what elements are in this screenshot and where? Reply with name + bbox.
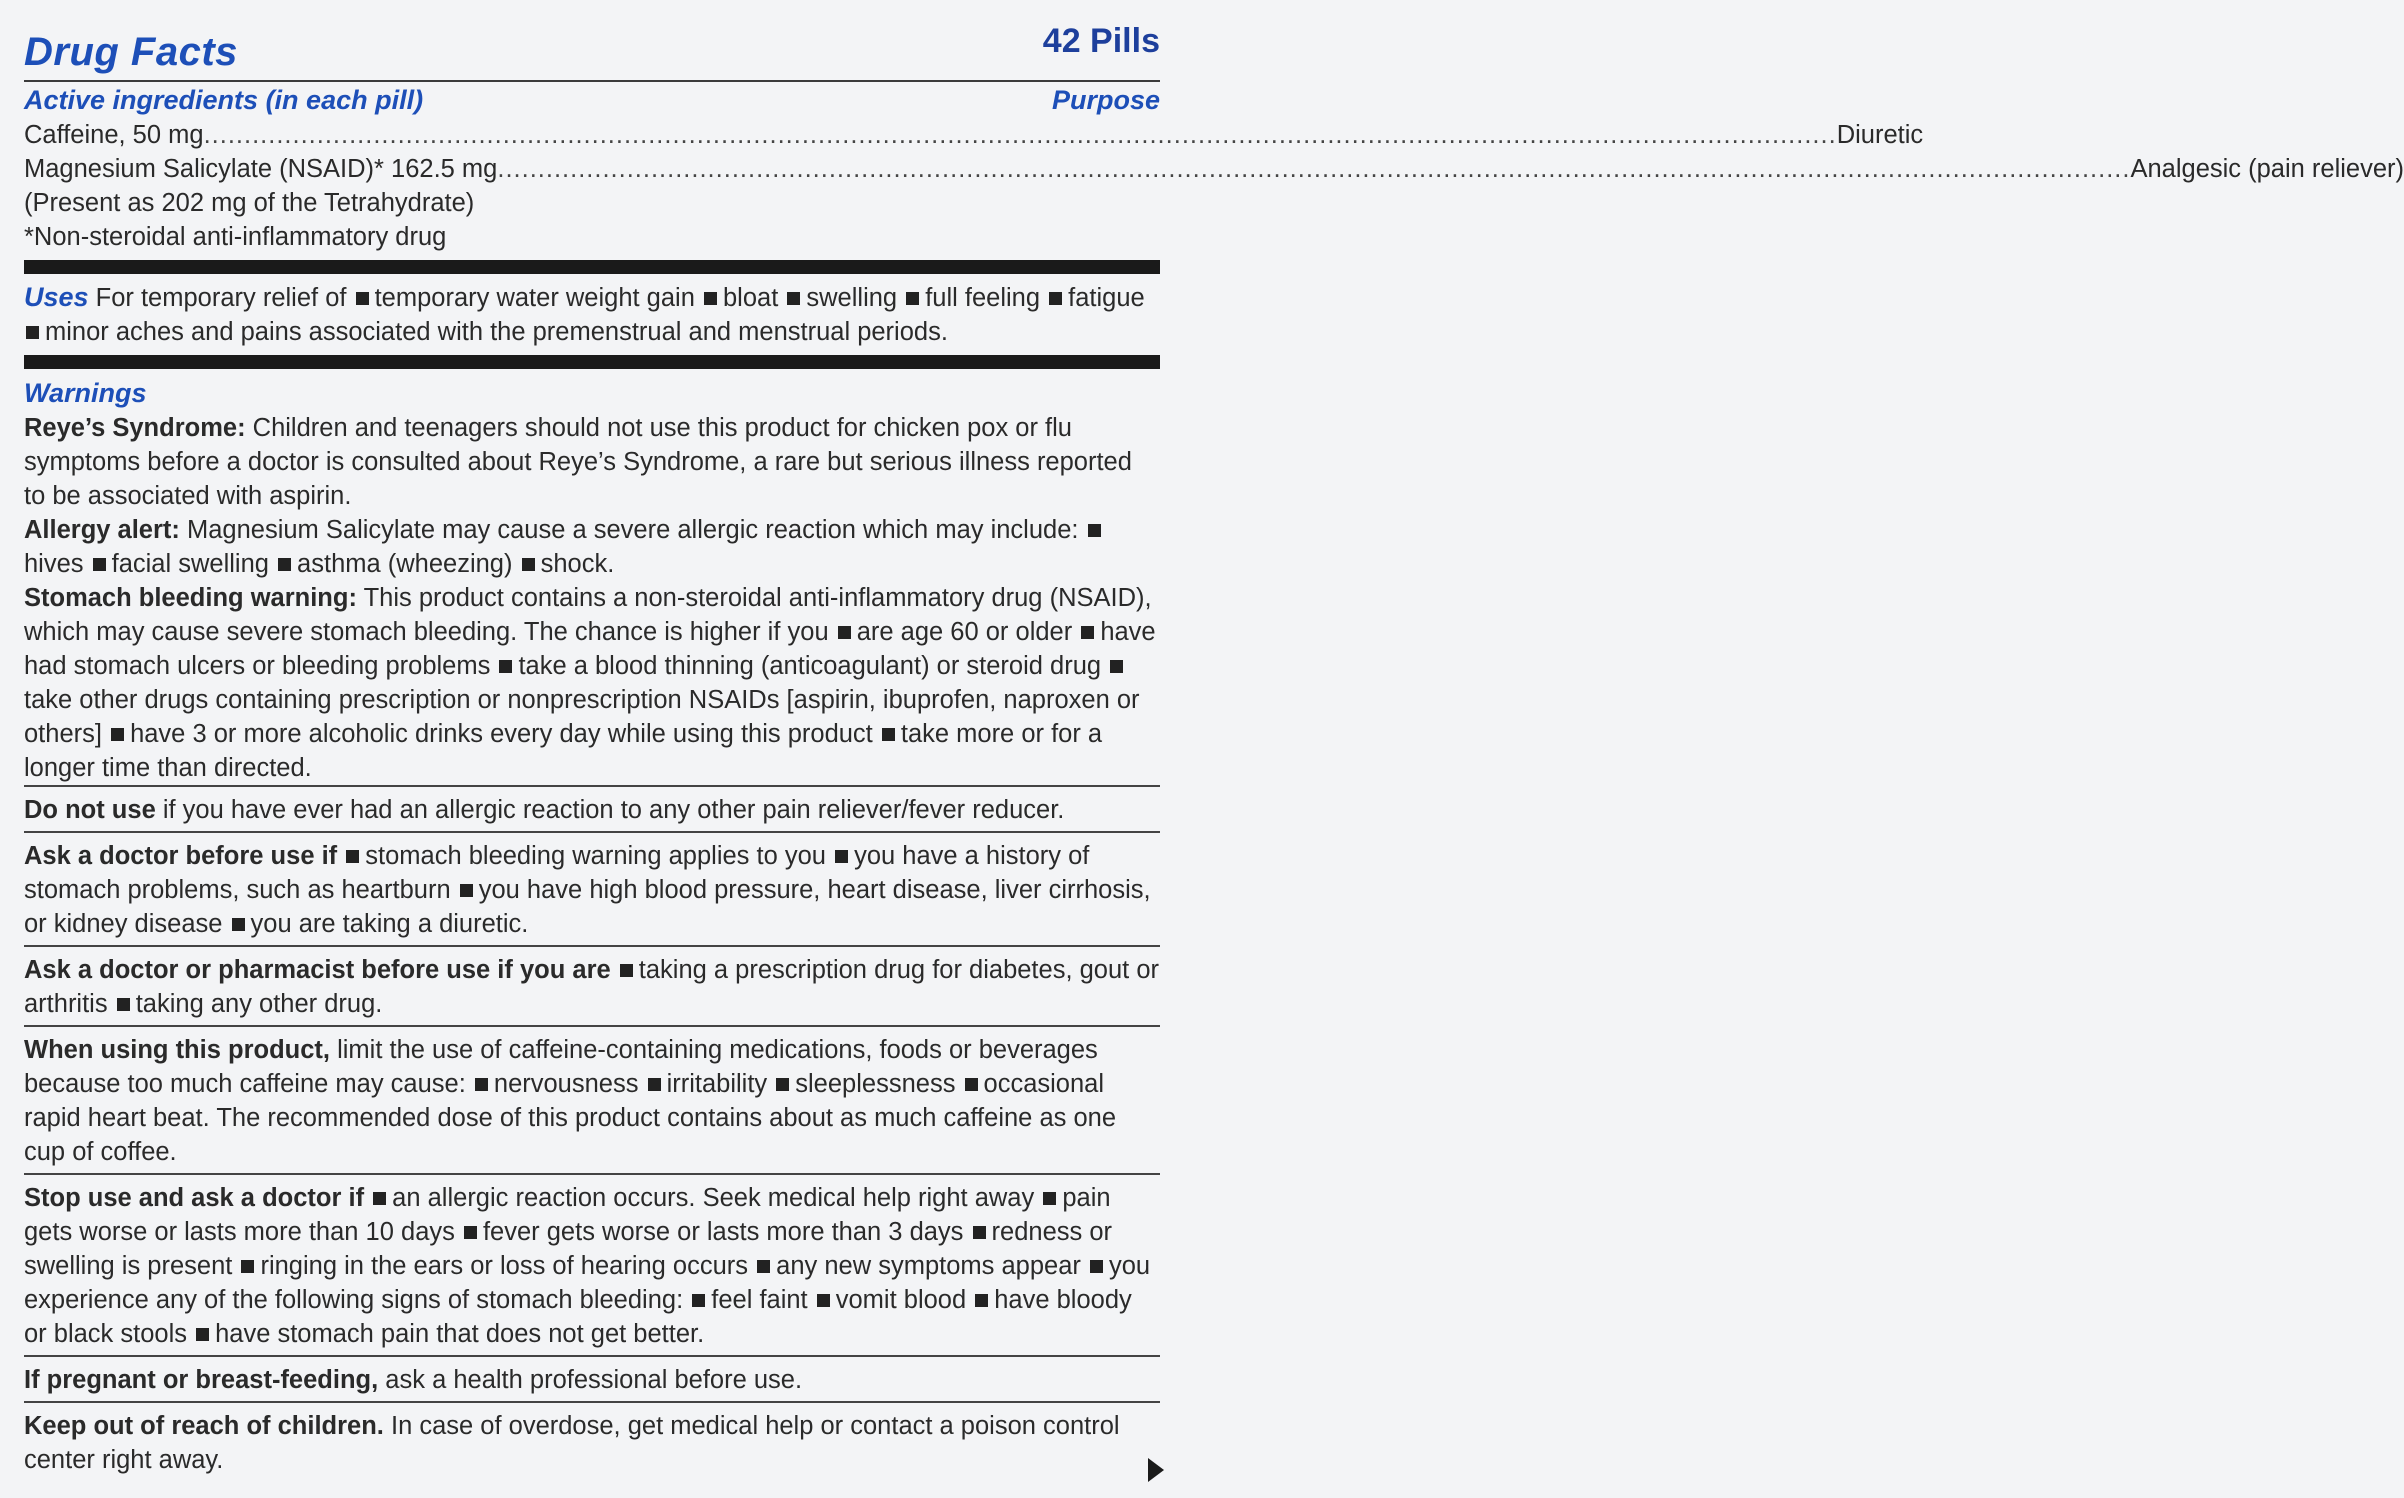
ask-pharmacist-section bbox=[24, 947, 1160, 1025]
allergy-item: asthma (wheezing) bbox=[297, 550, 513, 578]
bullet-icon bbox=[1081, 626, 1094, 639]
ask-pharmacist-item: taking a prescription drug for diabetes, gout or arthritis bbox=[24, 956, 1160, 1018]
ingredient-purpose: Diuretic bbox=[1836, 121, 1924, 149]
bullet-icon bbox=[975, 1294, 988, 1307]
divider bbox=[24, 260, 1160, 274]
ingredient-row bbox=[24, 118, 1924, 152]
when-using-section bbox=[24, 1027, 1160, 1173]
warnings-section bbox=[24, 375, 1160, 785]
when-using-item: irritability bbox=[666, 1070, 768, 1098]
bullet-icon bbox=[973, 1226, 986, 1239]
bullet-icon bbox=[346, 850, 359, 863]
purpose-heading: Purpose bbox=[1051, 84, 1160, 115]
ask-pharmacist-label: Ask a doctor or pharmacist before use if you are bbox=[24, 956, 611, 984]
stop-use-item: feel faint bbox=[711, 1286, 808, 1314]
bullet-icon bbox=[1049, 292, 1062, 305]
ingredient-note: (Present as 202 mg of the Tetrahydrate) bbox=[24, 189, 475, 217]
stop-use-item: you experience any of the following signs of stomach bleeding: bbox=[24, 1252, 1151, 1314]
keep-out-label: Keep out of reach of children. bbox=[24, 1412, 384, 1440]
allergy-alert bbox=[24, 513, 1160, 581]
when-using-label: When using this product, bbox=[24, 1036, 330, 1064]
stop-use-item: redness or swelling is present bbox=[24, 1218, 1113, 1280]
use-item: bloat bbox=[723, 284, 779, 312]
bullet-icon bbox=[906, 292, 919, 305]
stomach-label: Stomach bleeding warning: bbox=[24, 584, 357, 612]
bullet-icon bbox=[692, 1294, 705, 1307]
stomach-item: have 3 or more alcoholic drinks every day while using this product bbox=[130, 720, 873, 748]
nsaid-footnote: *Non-steroidal anti-inflammatory drug bbox=[24, 223, 447, 251]
uses-lead: For temporary relief of bbox=[95, 284, 347, 312]
allergy-label: Allergy alert: bbox=[24, 516, 180, 544]
stop-use-item: an allergic reaction occurs. Seek medical help right away bbox=[392, 1184, 1035, 1212]
warnings-heading: Warnings bbox=[24, 378, 147, 408]
bullet-icon bbox=[232, 918, 245, 931]
stomach-item: are age 60 or older bbox=[856, 618, 1073, 646]
drug-facts-panel bbox=[24, 18, 2404, 1480]
stop-use-item: any new symptoms appear bbox=[776, 1252, 1081, 1280]
bullet-icon bbox=[1043, 1192, 1056, 1205]
uses-heading: Uses bbox=[24, 282, 89, 312]
bullet-icon bbox=[278, 558, 291, 571]
bullet-icon bbox=[1110, 660, 1123, 673]
stomach-item: have had stomach ulcers or bleeding problems bbox=[24, 618, 1156, 680]
ingredient-row bbox=[24, 152, 2404, 186]
ask-doctor-label: Ask a doctor before use if bbox=[24, 842, 338, 870]
ingredient-name: Caffeine, 50 mg bbox=[24, 121, 204, 149]
bullet-icon bbox=[373, 1192, 386, 1205]
reyes-text: Children and teenagers should not use this product for chicken pox or flu symptoms before a doctor is consulted about Reye’s Syndrome, a rare but serious illness reported to be associated with aspirin. bbox=[24, 414, 1132, 510]
allergy-item: shock. bbox=[540, 550, 615, 578]
do-not-use-label: Do not use bbox=[24, 796, 156, 824]
allergy-item: hives bbox=[24, 550, 84, 578]
stomach-bleeding-warning bbox=[24, 581, 1160, 785]
use-item: temporary water weight gain bbox=[374, 284, 695, 312]
bullet-icon bbox=[464, 1226, 477, 1239]
bullet-icon bbox=[1090, 1260, 1103, 1273]
bullet-icon bbox=[460, 884, 473, 897]
stop-use-item: have stomach pain that does not get better. bbox=[215, 1320, 705, 1348]
use-item: swelling bbox=[806, 284, 898, 312]
stop-use-item: ringing in the ears or loss of hearing occurs bbox=[260, 1252, 749, 1280]
bullet-icon bbox=[704, 292, 717, 305]
reyes-warning bbox=[24, 411, 1160, 513]
pregnant-text: ask a health professional before use. bbox=[385, 1366, 803, 1394]
stomach-item: take other drugs containing prescription or nonprescription NSAIDs [aspirin, ibuprofen, naproxen or others] bbox=[24, 686, 1140, 748]
bullet-icon bbox=[776, 1078, 789, 1091]
ask-doctor-item: stomach bleeding warning applies to you bbox=[365, 842, 826, 870]
when-using-item: occasional rapid heart beat. bbox=[24, 1070, 1105, 1132]
active-ingredients-section bbox=[24, 82, 2404, 254]
bullet-icon bbox=[965, 1078, 978, 1091]
uses-section bbox=[24, 280, 1160, 349]
use-item: fatigue bbox=[1068, 284, 1145, 312]
bullet-icon bbox=[111, 728, 124, 741]
active-ingredients-heading: Active ingredients (in each pill) bbox=[24, 84, 424, 115]
ask-doctor-section bbox=[24, 833, 1160, 945]
keep-out-section bbox=[24, 1403, 1160, 1481]
allergy-text: Magnesium Salicylate may cause a severe allergic reaction which may include: bbox=[186, 516, 1079, 544]
stop-use-item: pain gets worse or lasts more than 10 days bbox=[24, 1184, 1111, 1246]
stop-use-item: vomit blood bbox=[835, 1286, 967, 1314]
divider bbox=[24, 355, 1160, 369]
drug-facts-title: Drug Facts bbox=[24, 30, 238, 74]
stomach-text: This product contains a non-steroidal anti-inflammatory drug (NSAID), which may cause severe stomach bleeding. The chance is higher if you bbox=[24, 584, 1152, 646]
stop-use-item: fever gets worse or lasts more than 3 days bbox=[482, 1218, 964, 1246]
bullet-icon bbox=[838, 626, 851, 639]
bullet-icon bbox=[241, 1260, 254, 1273]
keep-out-text: In case of overdose, get medical help or contact a poison control center right away. bbox=[24, 1412, 1120, 1474]
pregnant-label: If pregnant or breast-feeding, bbox=[24, 1366, 379, 1394]
bullet-icon bbox=[93, 558, 106, 571]
ingredient-purpose: Analgesic (pain reliever) bbox=[2130, 155, 2404, 183]
stomach-item: take a blood thinning (anticoagulant) or steroid drug bbox=[518, 652, 1102, 680]
allergy-item: facial swelling bbox=[111, 550, 269, 578]
ask-doctor-item: you have a history of stomach problems, such as heartburn bbox=[24, 842, 1090, 904]
bullet-icon bbox=[356, 292, 369, 305]
do-not-use-section bbox=[24, 787, 1160, 831]
bullet-icon bbox=[648, 1078, 661, 1091]
reyes-label: Reye’s Syndrome: bbox=[24, 414, 246, 442]
pill-count: 42 Pills bbox=[1042, 22, 1160, 60]
bullet-icon bbox=[475, 1078, 488, 1091]
use-item: full feeling bbox=[925, 284, 1041, 312]
bullet-icon bbox=[26, 326, 39, 339]
bullet-icon bbox=[817, 1294, 830, 1307]
continue-arrow-icon bbox=[1148, 1458, 1164, 1482]
ask-doctor-item: you have high blood pressure, heart disease, liver cirrhosis, or kidney disease bbox=[24, 876, 1151, 938]
bullet-icon bbox=[757, 1260, 770, 1273]
when-using-item: sleeplessness bbox=[795, 1070, 956, 1098]
bullet-icon bbox=[787, 292, 800, 305]
pregnant-section bbox=[24, 1357, 1160, 1401]
stop-use-section bbox=[24, 1175, 1160, 1355]
bullet-icon bbox=[835, 850, 848, 863]
bullet-icon bbox=[196, 1328, 209, 1341]
bullet-icon bbox=[499, 660, 512, 673]
use-item: minor aches and pains associated with the premenstrual and menstrual periods. bbox=[45, 318, 948, 346]
ask-pharmacist-item: taking any other drug. bbox=[135, 990, 383, 1018]
stop-use-label: Stop use and ask a doctor if bbox=[24, 1184, 365, 1212]
bullet-icon bbox=[117, 998, 130, 1011]
when-using-text: limit the use of caffeine-containing medications, foods or beverages because too much caffeine may cause: bbox=[24, 1036, 1098, 1098]
bullet-icon bbox=[1088, 524, 1101, 537]
do-not-use-text: if you have ever had an allergic reaction to any other pain reliever/fever reducer. bbox=[162, 796, 1065, 824]
ingredient-name: Magnesium Salicylate (NSAID)* 162.5 mg bbox=[24, 155, 498, 183]
bullet-icon bbox=[620, 964, 633, 977]
leader-dots: .......................................................................................................................................................................................................... bbox=[497, 155, 2131, 183]
stomach-item: take more or for a longer time than directed. bbox=[24, 720, 1103, 782]
drug-facts-header bbox=[24, 18, 1160, 80]
ask-doctor-item: you are taking a diuretic. bbox=[250, 910, 529, 938]
bullet-icon bbox=[522, 558, 535, 571]
bullet-icon bbox=[882, 728, 895, 741]
when-using-item: nervousness bbox=[493, 1070, 639, 1098]
stop-use-item: have bloody or black stools bbox=[24, 1286, 1132, 1348]
when-using-tail: The recommended dose of this product contains about as much caffeine as one cup of coffee. bbox=[24, 1104, 1117, 1166]
leader-dots: .......................................................................................................................................................................................................... bbox=[203, 121, 1837, 149]
